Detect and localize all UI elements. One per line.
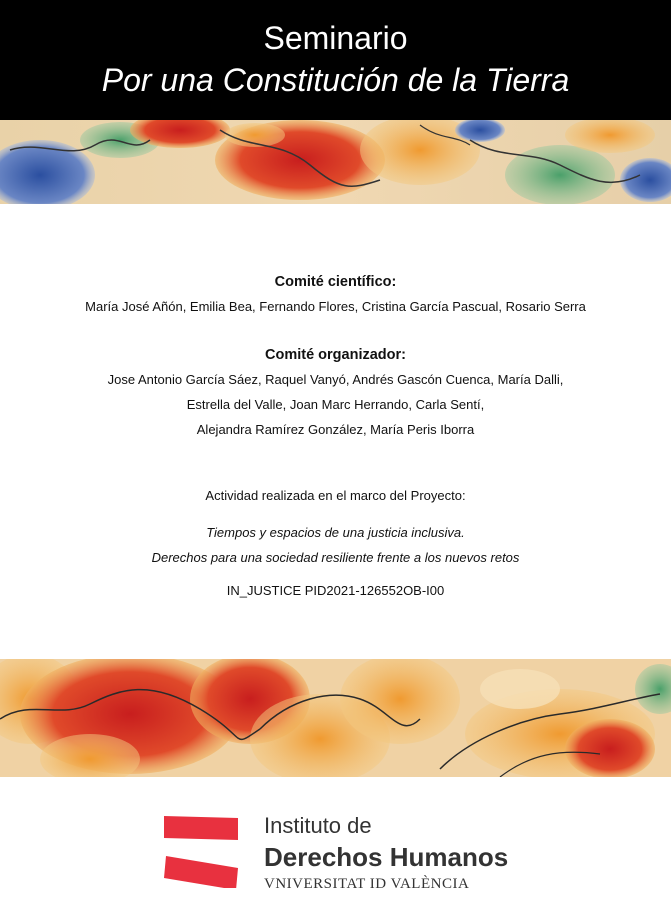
organizing-committee-line: Jose Antonio García Sáez, Raquel Vanyó, Andrés Gascón Cuenca, María Dalli, xyxy=(107,372,564,387)
organizing-committee-heading: Comité organizador: xyxy=(265,347,406,363)
project-title-block xyxy=(0,524,671,567)
organizing-committee-section xyxy=(0,346,671,364)
header-banner xyxy=(0,0,671,120)
scientific-committee-members-block xyxy=(0,298,671,316)
seminar-subtitle: Por una Constitución de la Tierra xyxy=(101,62,570,98)
organizing-committee-line: Alejandra Ramírez González, María Peris Iborra xyxy=(196,422,475,437)
project-title-line: Tiempos y espacios de una justicia inclusiva. xyxy=(206,525,465,540)
scientific-committee-members: María José Añón, Emilia Bea, Fernando Flores, Cristina García Pascual, Rosario Serra xyxy=(85,299,586,314)
logo-text-universitat: VNIVERSITAT ID VALÈNCIA xyxy=(264,876,470,892)
project-intro: Actividad realizada en el marco del Proyecto: xyxy=(205,488,466,503)
organizing-committee-members xyxy=(0,371,671,439)
watercolor-map-image xyxy=(0,120,671,204)
logo-text-derechos-humanos: Derechos Humanos xyxy=(264,842,509,872)
scientific-committee-section xyxy=(0,273,671,291)
project-code-block xyxy=(0,582,671,600)
scientific-committee-heading: Comité científico: xyxy=(274,274,397,290)
project-title-line: Derechos para una sociedad resiliente frente a los nuevos retos xyxy=(151,550,520,565)
top-map-banner xyxy=(0,120,671,204)
project-code: IN_JUSTICE PID2021-126552OB-I00 xyxy=(226,583,445,598)
institute-logo xyxy=(164,812,514,896)
seminar-title: Seminario xyxy=(263,20,408,56)
watercolor-map-image xyxy=(0,659,671,777)
logo-text-instituto: Instituto de xyxy=(264,813,372,838)
project-section xyxy=(0,487,671,505)
bottom-map-banner xyxy=(0,659,671,777)
organizing-committee-line: Estrella del Valle, Joan Marc Herrando, Carla Sentí, xyxy=(186,397,485,412)
idh-logo-mark-icon xyxy=(164,816,242,888)
